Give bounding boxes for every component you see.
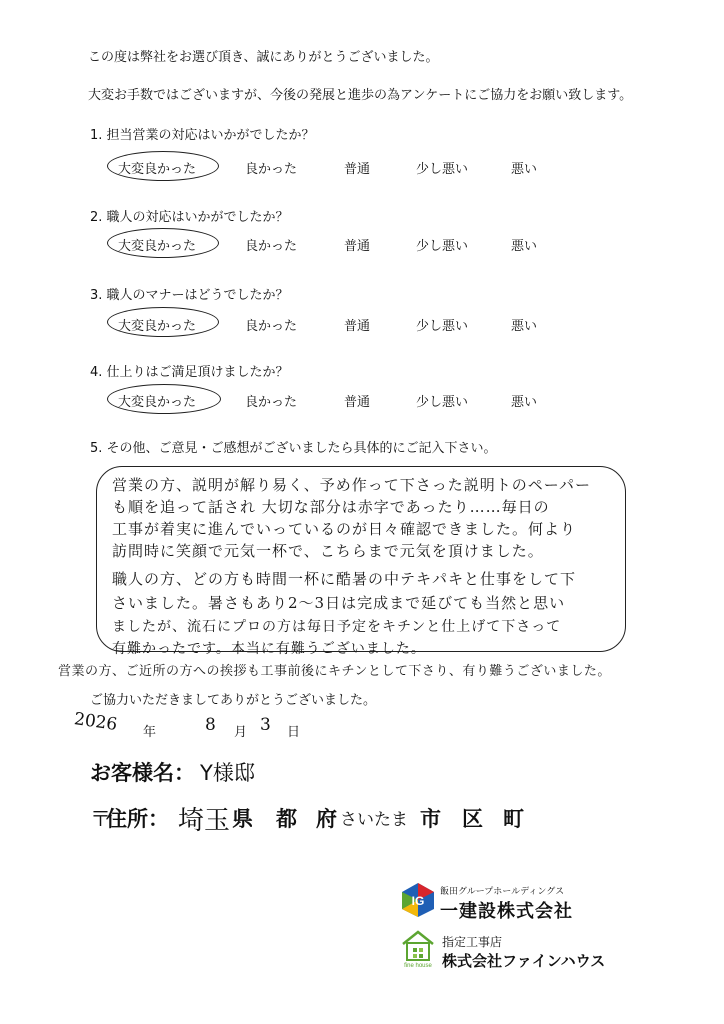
q2-option-very-good[interactable]: 大変良かった xyxy=(118,239,197,254)
q4-option-very-good[interactable]: 大変良かった xyxy=(118,395,197,410)
date-day: 3 xyxy=(260,715,271,735)
customer-name-value: Y様邸 xyxy=(200,761,255,785)
q4-option-slightly-bad[interactable]: 少し悪い xyxy=(416,395,469,410)
q2-option-bad[interactable]: 悪い xyxy=(511,239,538,254)
question-4-label: 4. 仕上りはご満足頂けましたか？ xyxy=(90,365,289,380)
handwritten-line-5: 職人の方、どの方も時間一杯に酷暑の中テキパキと仕事をして下 xyxy=(112,570,577,588)
q2-option-normal[interactable]: 普通 xyxy=(344,239,371,254)
handwritten-line-3: 工事が着実に進んでいっているのが日々確認できました。何より xyxy=(112,520,577,538)
address-to: 都 xyxy=(276,807,297,831)
ig-logo-text: IG xyxy=(411,894,425,908)
designated-store: 指定工事店 xyxy=(442,935,503,949)
q4-option-bad[interactable]: 悪い xyxy=(511,395,538,410)
handwritten-line-4: 訪問時に笑顔で元気一杯で、こちらまで元気を頂けました。 xyxy=(112,542,544,560)
group-name: 飯田グループホールディングス xyxy=(440,887,565,897)
handwritten-line-7: ましたが、流石にプロの方は毎日予定をキチンと仕上げて下さって xyxy=(112,619,562,635)
q3-option-good[interactable]: 良かった xyxy=(245,319,298,334)
fine-house-logo-text: fine house xyxy=(404,963,432,968)
address-machi: 町 xyxy=(503,807,524,831)
q3-option-normal[interactable]: 普通 xyxy=(344,319,371,334)
date-day-unit: 日 xyxy=(287,725,301,740)
question-2-label: 2. 職人の対応はいかがでしたか？ xyxy=(90,210,289,225)
address-ku: 区 xyxy=(462,807,483,831)
q1-option-very-good[interactable]: 大変良かった xyxy=(118,162,197,177)
thanks-text: ご協力いただきましてありがとうございました。 xyxy=(90,693,377,708)
q4-option-normal[interactable]: 普通 xyxy=(344,395,371,410)
q1-option-normal[interactable]: 普通 xyxy=(344,162,371,177)
question-5-label: 5. その他、ご意見・ご感想がございましたら具体的にご記入下さい。 xyxy=(90,441,497,456)
question-1-label: 1. 担当営業の対応はいかがでしたか？ xyxy=(90,128,315,143)
handwritten-line-6: さいました。暑さもあり2〜3日は完成まで延びても当然と思い xyxy=(112,594,566,612)
intro-line-1: この度は弊社をお選び頂き、誠にありがとうございました。 xyxy=(88,50,439,65)
q4-option-good[interactable]: 良かった xyxy=(245,395,298,410)
handwritten-extra-line: 営業の方、ご近所の方への挨拶も工事前後にキチンとして下さり、有り難うございました。 xyxy=(58,664,611,679)
intro-line-2: 大変お手数ではございますが、今後の発展と進歩の為アンケートにご協力をお願い致します。 xyxy=(88,88,633,103)
q2-option-slightly-bad[interactable]: 少し悪い xyxy=(416,239,469,254)
q2-option-good[interactable]: 良かった xyxy=(245,239,298,254)
q1-option-slightly-bad[interactable]: 少し悪い xyxy=(416,162,469,177)
ig-logo-icon xyxy=(400,882,436,918)
q1-option-good[interactable]: 良かった xyxy=(245,162,298,177)
company-name-2: 株式会社ファインハウス xyxy=(442,952,606,970)
address-shi: 市 xyxy=(420,807,441,831)
date-month-unit: 月 xyxy=(234,725,248,740)
question-3-label: 3. 職人のマナーはどうでしたか？ xyxy=(90,288,289,303)
address-fu: 府 xyxy=(316,807,337,831)
address-prefecture-handwritten: 埼玉 xyxy=(178,806,231,836)
fine-house-logo-icon xyxy=(400,928,436,968)
customer-name-label: お客様名： xyxy=(90,761,195,785)
postal-mark: 〒 xyxy=(90,807,111,831)
date-month: 8 xyxy=(205,715,216,735)
address-ken: 県 xyxy=(232,807,253,831)
address-label: 住所： xyxy=(106,807,169,831)
address-city-handwritten: さいたま xyxy=(340,810,408,830)
handwritten-line-2: も順を追って話され 大切な部分は赤字であったり……毎日の xyxy=(112,498,550,516)
date-year-unit: 年 xyxy=(143,725,157,740)
q1-option-bad[interactable]: 悪い xyxy=(511,162,538,177)
q3-option-very-good[interactable]: 大変良かった xyxy=(118,319,197,334)
handwritten-line-1: 営業の方、説明が解り易く、予め作って下さった説明トのペーパー xyxy=(112,476,591,494)
date-year: 2026 xyxy=(72,709,119,735)
handwritten-line-8: 有難かったです。本当に有難うございました。 xyxy=(112,641,426,657)
q3-option-slightly-bad[interactable]: 少し悪い xyxy=(416,319,469,334)
q3-option-bad[interactable]: 悪い xyxy=(511,319,538,334)
company-name-1: 一建設株式会社 xyxy=(440,901,573,922)
